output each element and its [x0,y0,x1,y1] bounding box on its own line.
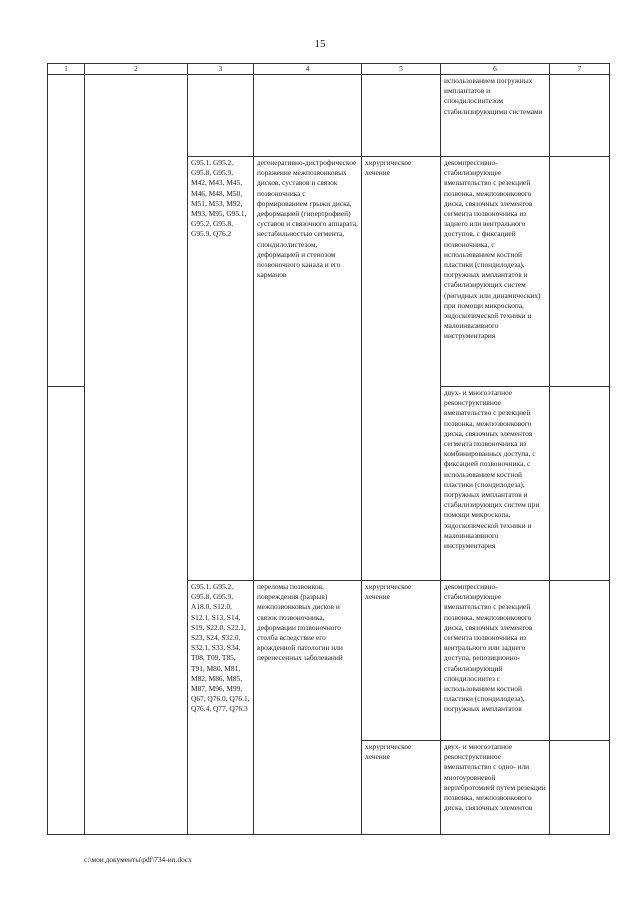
header-cell: 7 [550,64,610,75]
table-row [48,75,610,157]
treatment-type-cell: хирургическое лечение [362,157,441,581]
header-row [48,64,610,75]
col5-cell [362,75,441,157]
treatment-type-cell: хирургическое лечение [362,741,441,835]
header-cell: 2 [85,64,188,75]
col7-cell [550,75,610,157]
header-cell: 4 [254,64,362,75]
method-cell: двух- и многоэтапное реконструктивное вмешательство с резекцией позвонка, межпозвонкового диска, связочных элементов сегмента позвоночника из комбинированных доступа, с фиксацией позвоночника, с использованием костной пластики (спондилодеза), погружных имплантатов и стабилизирующих систем при помощи микроскопа, эндоскопической техники и малоинвазивного инструментария [441,387,550,581]
diagnosis-cell: дегенеративно-дистрофическое поражение межпозвонковых дисков, суставов и связок позвоночника с формированием грыжи диска, деформацией (гипертрофией) суставов и связочного аппарата, нестабильностью сегмента, спондилолистезом, деформацией и стенозом позвоночного канала и его карманов [254,157,362,581]
header-cell: 1 [48,64,85,75]
col7-cell [550,581,610,741]
col1-cell [48,387,85,835]
col4-cell [254,75,362,157]
col1-cell [48,75,85,387]
procedures-table [47,63,610,835]
page-number: 15 [314,38,326,50]
diagnosis-cell: переломы позвонков, повреждения (разрыв) межпозвонковых дисков и связок позвоночника, деформации позвоночного столба вследствие его врожденной патологии или перенесенных заболеваний [254,581,362,835]
treatment-type-cell: хирургическое лечение [362,581,441,741]
col7-cell [550,387,610,581]
header-cell: 3 [188,64,254,75]
method-cell: декомпрессивно-стабилизирующее вмешательство с резекцией позвонка, межпозвонкового диска, связочных элементов сегмента позвоночника из заднего или вентрального доступов, с фиксацией позвоночника, с использованием костной пластики (спондилодеза), погружных имплантатов и стабилизирующих систем (ригидных или динамических) при помощи микроскопа, эндоскопической техники и малоинвазивного инструментария [441,157,550,387]
method-cell: двух- и многоэтапное реконструктивное вмешательство с одно- или многоуровневой вертебротомией путем резекции позвонка, межпозвонкового диска, связочных элементов [441,741,550,835]
col2-cell [85,75,188,835]
icd-codes-cell: G95.1, G95.2, G95.8, G95.9, M42, M43, M45, M46, M48, M50, M51, M53, M92, M93, M95, G95.1, G95.2, G95.8, G95.9, Q76.2 [188,157,254,581]
icd-codes-cell: G95.1, G95.2, G95.8, G95.9, A18.0, S12.0, S12.1, S13, S14, S19, S22.0, S22.1, S23, S24, S32.0, S32.1, S33, S34, T08, T09, T85, T91, M80, M81, M82, M86, M85, M87, M96, M99, Q67, Q76.0, Q76.1, Q76.4, Q77, Q76.3 [188,581,254,835]
col6-cell: использованием погружных имплантатов и спондилосинтезом стабилизирующими системами [441,75,550,157]
col7-cell [550,157,610,387]
method-cell: декомпрессивно-стабилизирующее вмешательство с резекцией позвонка, межпозвонкового диска, связочных элементов сегмента позвоночника из вентрального или заднего доступа, репозиционно-стабилизирующий спондилосинтез с использованием костной пластики (спондилодеза), погружных имплантатов [441,581,550,741]
col7-cell [550,741,610,835]
footer-file-path: c:\мои документы\pdf\734-ип.docx [84,855,192,864]
header-cell: 5 [362,64,441,75]
col3-cell [188,75,254,157]
header-cell: 6 [441,64,550,75]
